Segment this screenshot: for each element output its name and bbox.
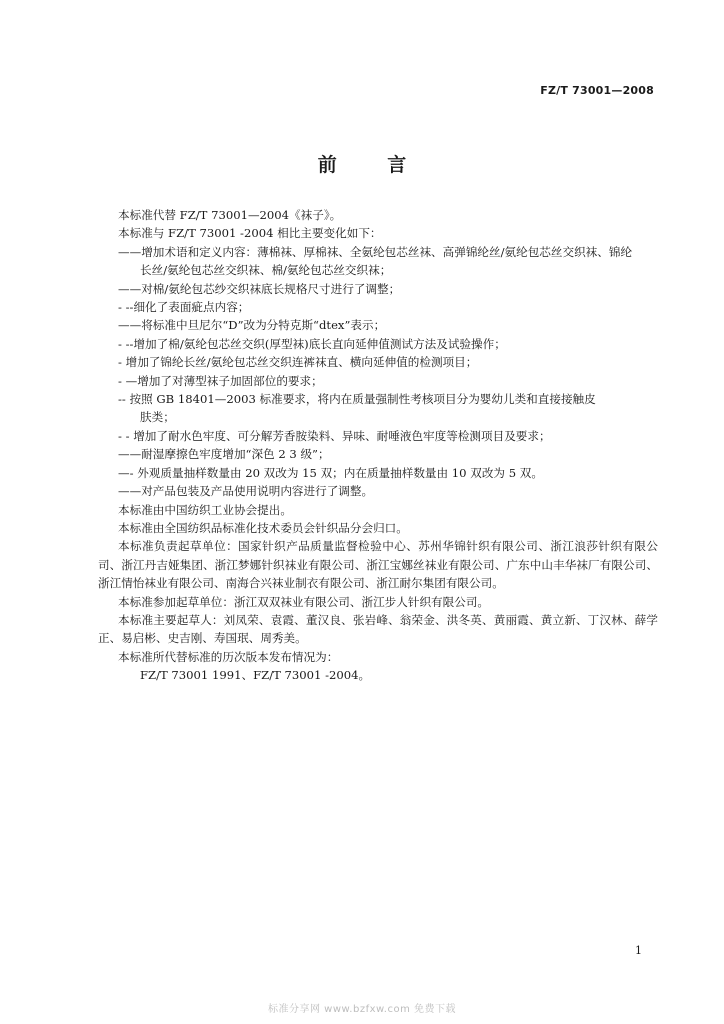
body-line: 本标准由中国纺织工业协会提出。 <box>118 502 292 517</box>
body-line: - --细化了表面疵点内容； <box>118 300 250 315</box>
body-line: 本标准参加起草单位：浙江双双袜业有限公司、浙江步人针织有限公司。 <box>118 594 490 609</box>
page-title: 前 言 <box>317 154 429 176</box>
body-line: 长丝/氨纶包芯丝交织袜、棉/氨纶包芯丝交织袜； <box>140 263 392 278</box>
body-line: 本标准代替 FZ/T 73001—2004《袜子》。 <box>118 208 342 222</box>
body-line: - 增加了锦纶长丝/氨纶包芯丝交织连裤袜直、横向延伸值的检测项目； <box>118 355 478 370</box>
preface-body <box>98 206 658 685</box>
body-line: 本标准主要起草人：刘凤荣、袁霞、董汉良、张岩峰、翁荣金、洪冬英、黄丽霞、黄立新、丁汉林、薛学正、易启彬、史吉刚、寿国珉、周秀美。 <box>98 612 658 646</box>
body-line: -- 按照 GB 18401—2003 标准要求，将内在质量强制性考核项目分为婴幼儿类和直接接触皮 <box>118 392 596 407</box>
standard-code: FZ/T 73001—2008 <box>540 84 654 97</box>
body-line: 肤类； <box>140 410 175 425</box>
body-line: 本标准由全国纺织品标准化技术委员会针织品分会归口。 <box>118 520 408 535</box>
body-line: - --增加了棉/氨纶包芯丝交织(厚型袜)底长直向延伸值测试方法及试验操作； <box>118 336 506 351</box>
body-line: 本标准负责起草单位：国家针织产品质量监督检验中心、苏州华锦针织有限公司、浙江浪莎针织有限公司、浙江丹吉娅集团、浙江梦娜针织袜业有限公司、浙江宝娜丝袜业有限公司、广东中山丰华袜厂有限公司、浙江情怡袜业有限公司、南海合兴袜业制衣有限公司、浙江耐尔集团有限公司。 <box>98 539 658 591</box>
body-line: - —增加了对薄型袜子加固部位的要求； <box>118 373 323 388</box>
body-line: ——对棉/氨纶包芯纱交织袜底长规格尺寸进行了调整； <box>118 281 401 296</box>
page-number: 1 <box>635 944 642 957</box>
body-line: 本标准与 FZ/T 73001 -2004 相比主要变化如下： <box>118 226 382 241</box>
body-line: ——增加术语和定义内容：薄棉袜、厚棉袜、全氨纶包芯丝袜、高弹锦纶丝/氨纶包芯丝交织袜、锦纶 <box>118 244 633 259</box>
body-line: 本标准所代替标准的历次版本发布情况为： <box>118 649 339 664</box>
body-line: —- 外观质量抽样数量由 20 双改为 15 双；内在质量抽样数量由 10 双改为 5 双。 <box>118 465 543 480</box>
body-line: ——耐湿摩擦色牢度增加“深色 2 3 级”； <box>118 447 330 462</box>
body-line: FZ/T 73001 1991、FZ/T 73001 -2004。 <box>140 668 371 683</box>
body-line: ——将标准中旦尼尔“D”改为分特克斯“dtex”表示； <box>118 318 386 333</box>
body-line: ——对产品包装及产品使用说明内容进行了调整。 <box>118 484 374 499</box>
body-line: - - 增加了耐水色牢度、可分解芳香胺染料、异味、耐唾液色牢度等检测项目及要求； <box>118 428 551 443</box>
footer-watermark: 标准分享网 www.bzfxw.com 免费下载 <box>268 1004 456 1015</box>
